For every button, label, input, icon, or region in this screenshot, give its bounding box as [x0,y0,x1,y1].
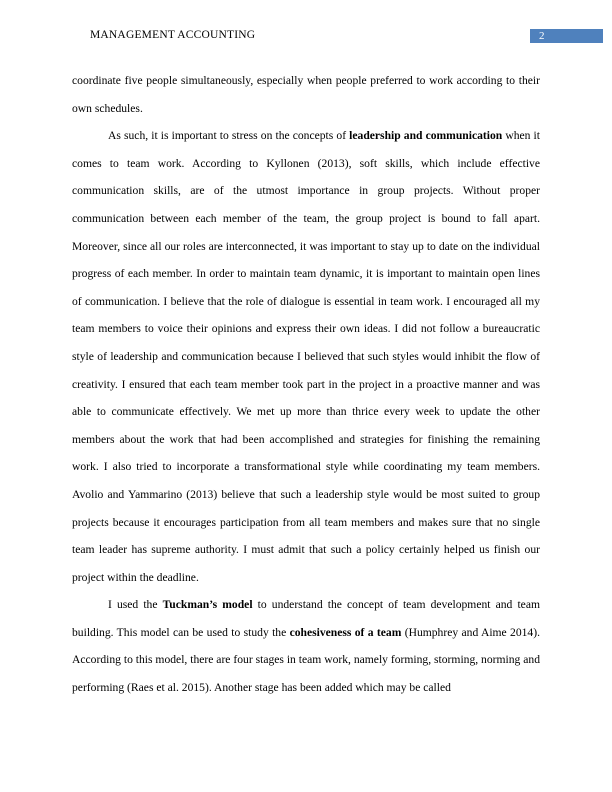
paragraph-text: I used the [108,598,163,612]
paragraph-text: (Humphrey and Aime 2014). According to this model, there are four stages in team work, namely forming, storming, norming and performing (Raes et al. 2015). Another stage has been added which may be called [72,625,540,695]
document-body [72,67,540,702]
paragraph-text: coordinate five people simultaneously, especially when people preferred to work according to their own schedules. [72,74,540,115]
page-number-badge: 2 [530,29,603,43]
paragraph-leadership [72,122,540,591]
bold-term-leadership-communication: leadership and communication [349,129,503,143]
bold-term-cohesiveness: cohesiveness of a team [289,625,402,639]
paragraph-continuation [72,67,540,122]
paragraph-text: when it comes to team work. According to Kyllonen (2013), soft skills, which include effective communication skills, are of the utmost importance in group projects. Without proper communication between each member of the team, the group project is bound to fall apart. Moreover, since all our roles are interconnected, it was important to stay up to date on the individual progress of each member. In order to maintain team dynamic, it is important to maintain open lines of communication. I believe that the role of dialogue is essential in team work. I encouraged all my team members to voice their opinions and express their own ideas. I did not follow a bureaucratic style of leadership and communication because I believed that such styles would inhibit the flow of creativity. I ensured that each team member took part in the project in a proactive manner and was able to communicate effectively. We met up more than thrice every week to update the other members about the work that had been accomplished and strategies for finishing the remaining work. I also tried to incorporate a transformational style while coordinating my team members. Avolio and Yammarino (2013) believe that such a leadership style would be most suited to group projects because it encourages participation from all team members and makes sure that no single team leader has supreme authority. I must admit that such a policy certainly helped us finish our project within the deadline. [72,129,540,584]
paragraph-tuckman [72,591,540,701]
bold-term-tuckmans-model: Tuckman’s model [162,598,253,612]
paragraph-text: to understand the concept of team development and team building. This model can be used to study the [72,598,540,639]
paragraph-text: As such, it is important to stress on the concepts of [108,129,350,143]
running-header-title: MANAGEMENT ACCOUNTING [90,29,256,41]
